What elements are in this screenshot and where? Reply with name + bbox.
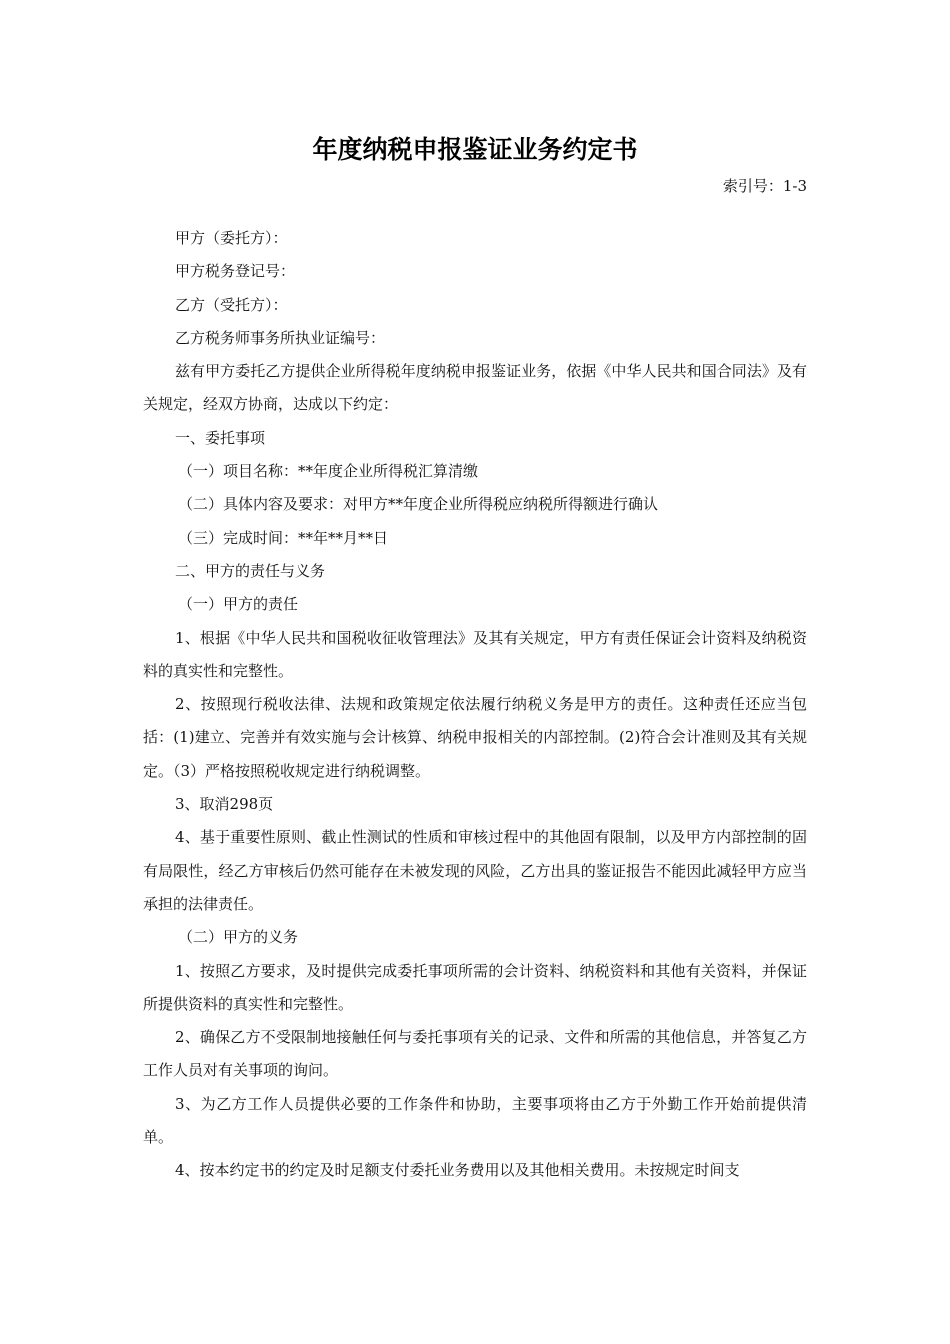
subsection-heading: （一）甲方的责任 <box>178 595 299 614</box>
clause-paragraph: 4、按本约定书的约定及时足额支付委托业务费用以及其他相关费用。未按规定时间支 <box>175 1161 740 1180</box>
clause-paragraph: 2、确保乙方不受限制地接触任何与委托事项有关的记录、文件和所需的其他信息，并答复乙方工作人员对有关事项的询问。 <box>143 1028 807 1080</box>
clause-paragraph: 3、取消298页 <box>175 795 274 814</box>
clause-paragraph: 1、根据《中华人民共和国税收征收管理法》及其有关规定，甲方有责任保证会计资料及纳税资料的真实性和完整性。 <box>143 628 807 680</box>
subsection-item: （一）项目名称：**年度企业所得税汇算清缴 <box>178 462 479 481</box>
section-heading-1: 一、委托事项 <box>175 428 266 447</box>
subsection-item: （三）完成时间：**年**月**日 <box>178 528 389 547</box>
subsection-item: （二）具体内容及要求：对甲方**年度企业所得税应纳税所得额进行确认 <box>178 495 659 514</box>
clause-paragraph: 1、按照乙方要求，及时提供完成委托事项所需的会计资料、纳税资料和其他有关资料，并保证所提供资料的真实性和完整性。 <box>143 961 807 1013</box>
preamble-paragraph: 兹有甲方委托乙方提供企业所得税年度纳税申报鉴证业务，依据《中华人民共和国合同法》及有关规定，经双方协商，达成以下约定： <box>143 362 807 414</box>
party-a-tax-id-line: 甲方税务登记号： <box>175 262 296 281</box>
clause-paragraph: 4、基于重要性原则、截止性测试的性质和审核过程中的其他固有限制，以及甲方内部控制的固有局限性，经乙方审核后仍然可能存在未被发现的风险，乙方出具的鉴证报告不能因此减轻甲方应当承担的法律责任。 <box>143 828 807 913</box>
clause-paragraph: 3、为乙方工作人员提供必要的工作条件和协助，主要事项将由乙方于外勤工作开始前提供清单。 <box>143 1094 807 1147</box>
party-b-line: 乙方（受托方）： <box>175 295 288 314</box>
party-b-license-line: 乙方税务师事务所执业证编号： <box>175 328 386 347</box>
subsection-heading: （二）甲方的义务 <box>178 928 299 947</box>
section-heading-2: 二、甲方的责任与义务 <box>175 561 326 580</box>
index-number: 索引号：1-3 <box>722 177 807 195</box>
clause-paragraph: 2、按照现行税收法律、法规和政策规定依法履行纳税义务是甲方的责任。这种责任还应当包括：(1)建立、完善并有效实施与会计核算、纳税申报相关的内部控制。(2)符合会计准则及其有关规定。（3）严格按照税收规定进行纳税调整。 <box>143 695 807 780</box>
document-title: 年度纳税申报鉴证业务约定书 <box>312 135 638 164</box>
party-a-line: 甲方（委托方）： <box>175 229 288 247</box>
document-body <box>143 222 807 1188</box>
